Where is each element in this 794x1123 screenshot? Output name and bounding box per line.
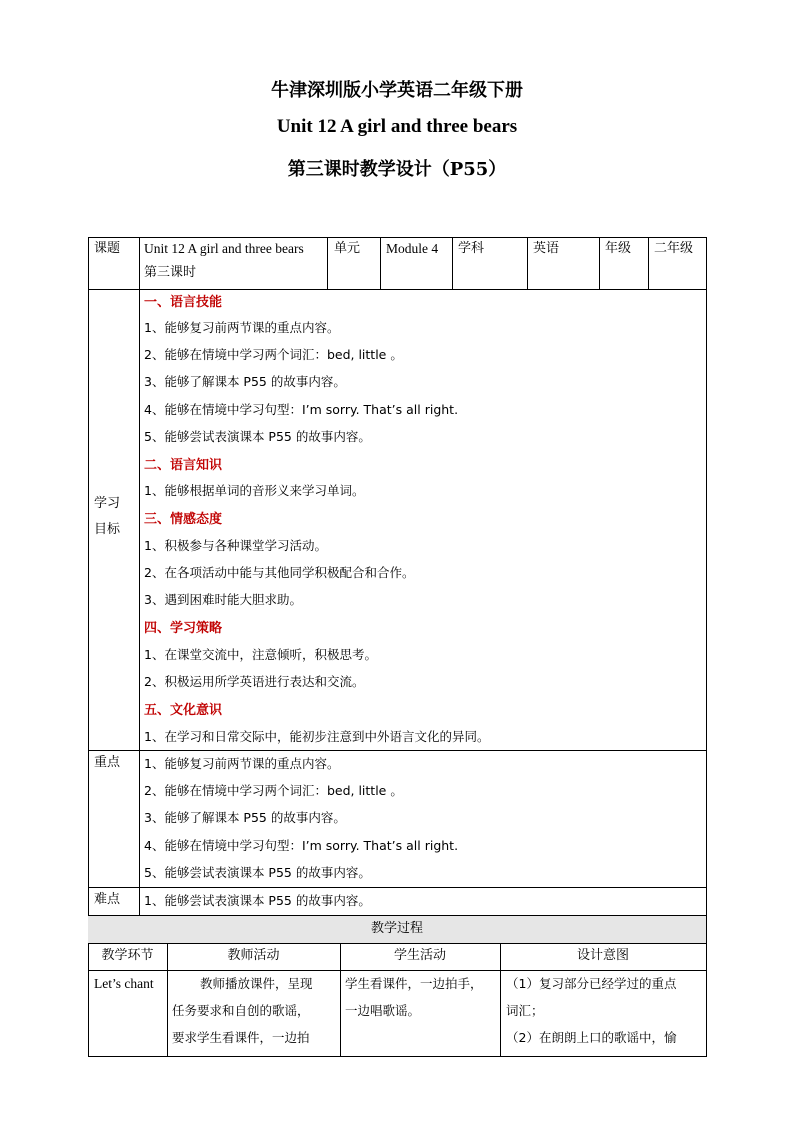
list-item: 1、能够复习前两节课的重点内容。 — [144, 756, 340, 771]
process-header-stage: 教学环节 — [101, 948, 154, 963]
objectives-label-line1: 学习 — [94, 496, 121, 511]
unit-value: Module 4 — [386, 241, 439, 256]
subject-value: 英语 — [533, 241, 560, 256]
list-item: 4、能够在情境中学习句型：I’m sorry. That’s all right. — [144, 402, 459, 417]
list-item: 1、积极参与各种课堂学习活动。 — [144, 538, 327, 553]
section-heading: 一、语言技能 — [144, 295, 223, 310]
intent-line: （2）在朗朗上口的歌谣中，愉 — [506, 1030, 677, 1045]
process-header-teacher: 教师活动 — [227, 948, 280, 963]
intent-line: （1）复习部分已经学过的重点 — [506, 976, 677, 991]
doc-title-line3: 第三课时教学设计（P55） — [287, 159, 507, 180]
section-heading: 二、语言知识 — [144, 458, 223, 473]
topic-label: 课题 — [94, 241, 121, 256]
subject-label: 学科 — [458, 241, 485, 256]
list-item: 3、能够了解课本 P55 的故事内容。 — [144, 810, 346, 825]
doc-title-line1: 牛津深圳版小学英语二年级下册 — [271, 80, 523, 101]
list-item: 3、遇到困难时能大胆求助。 — [144, 592, 302, 607]
list-item: 2、能够在情境中学习两个词汇：bed, little 。 — [144, 347, 403, 362]
student-activity-line: 一边唱歌谣。 — [345, 1003, 421, 1018]
difficulties-label: 难点 — [94, 892, 121, 907]
list-item: 1、在学习和日常交际中，能初步注意到中外语言文化的异同。 — [144, 729, 490, 744]
topic-value-line1: Unit 12 A girl and three bears — [144, 241, 304, 256]
grade-label: 年级 — [605, 241, 632, 256]
key-points-label: 重点 — [94, 755, 121, 770]
doc-title-line2: Unit 12 A girl and three bears — [276, 116, 518, 137]
section-heading: 五、文化意识 — [144, 703, 223, 718]
teacher-activity-line: 任务要求和自创的歌谣， — [172, 1003, 310, 1018]
section-heading: 三、情感态度 — [144, 512, 223, 527]
intent-line: 词汇； — [506, 1003, 544, 1018]
list-item: 5、能够尝试表演课本 P55 的故事内容。 — [144, 429, 371, 444]
grade-value: 二年级 — [654, 241, 694, 256]
list-item: 2、积极运用所学英语进行表达和交流。 — [144, 674, 365, 689]
list-item: 3、能够了解课本 P55 的故事内容。 — [144, 374, 346, 389]
unit-label: 单元 — [334, 241, 361, 256]
list-item: 1、能够复习前两节课的重点内容。 — [144, 320, 340, 335]
list-item: 2、能够在情境中学习两个词汇：bed, little 。 — [144, 783, 403, 798]
process-header-intent: 设计意图 — [576, 948, 629, 963]
student-activity-line: 学生看课件，一边拍手， — [345, 976, 483, 991]
section-heading: 四、学习策略 — [144, 621, 223, 636]
list-item: 1、在课堂交流中，注意倾听，积极思考。 — [144, 647, 377, 662]
teacher-activity-line: 教师播放课件，呈现 — [200, 976, 313, 991]
list-item: 1、能够尝试表演课本 P55 的故事内容。 — [144, 893, 371, 908]
process-header-student: 学生活动 — [393, 948, 446, 963]
list-item: 4、能够在情境中学习句型：I’m sorry. That’s all right. — [144, 838, 459, 853]
topic-value-line2: 第三课时 — [144, 265, 197, 280]
teacher-activity-line: 要求学生看课件，一边拍 — [172, 1030, 310, 1045]
list-item: 1、能够根据单词的音形义来学习单词。 — [144, 483, 365, 498]
objectives-label-line2: 目标 — [94, 522, 121, 537]
process-title: 教学过程 — [370, 921, 423, 936]
process-stage: Let’s chant — [94, 976, 154, 991]
list-item: 2、在各项活动中能与其他同学积极配合和合作。 — [144, 565, 415, 580]
list-item: 5、能够尝试表演课本 P55 的故事内容。 — [144, 865, 371, 880]
